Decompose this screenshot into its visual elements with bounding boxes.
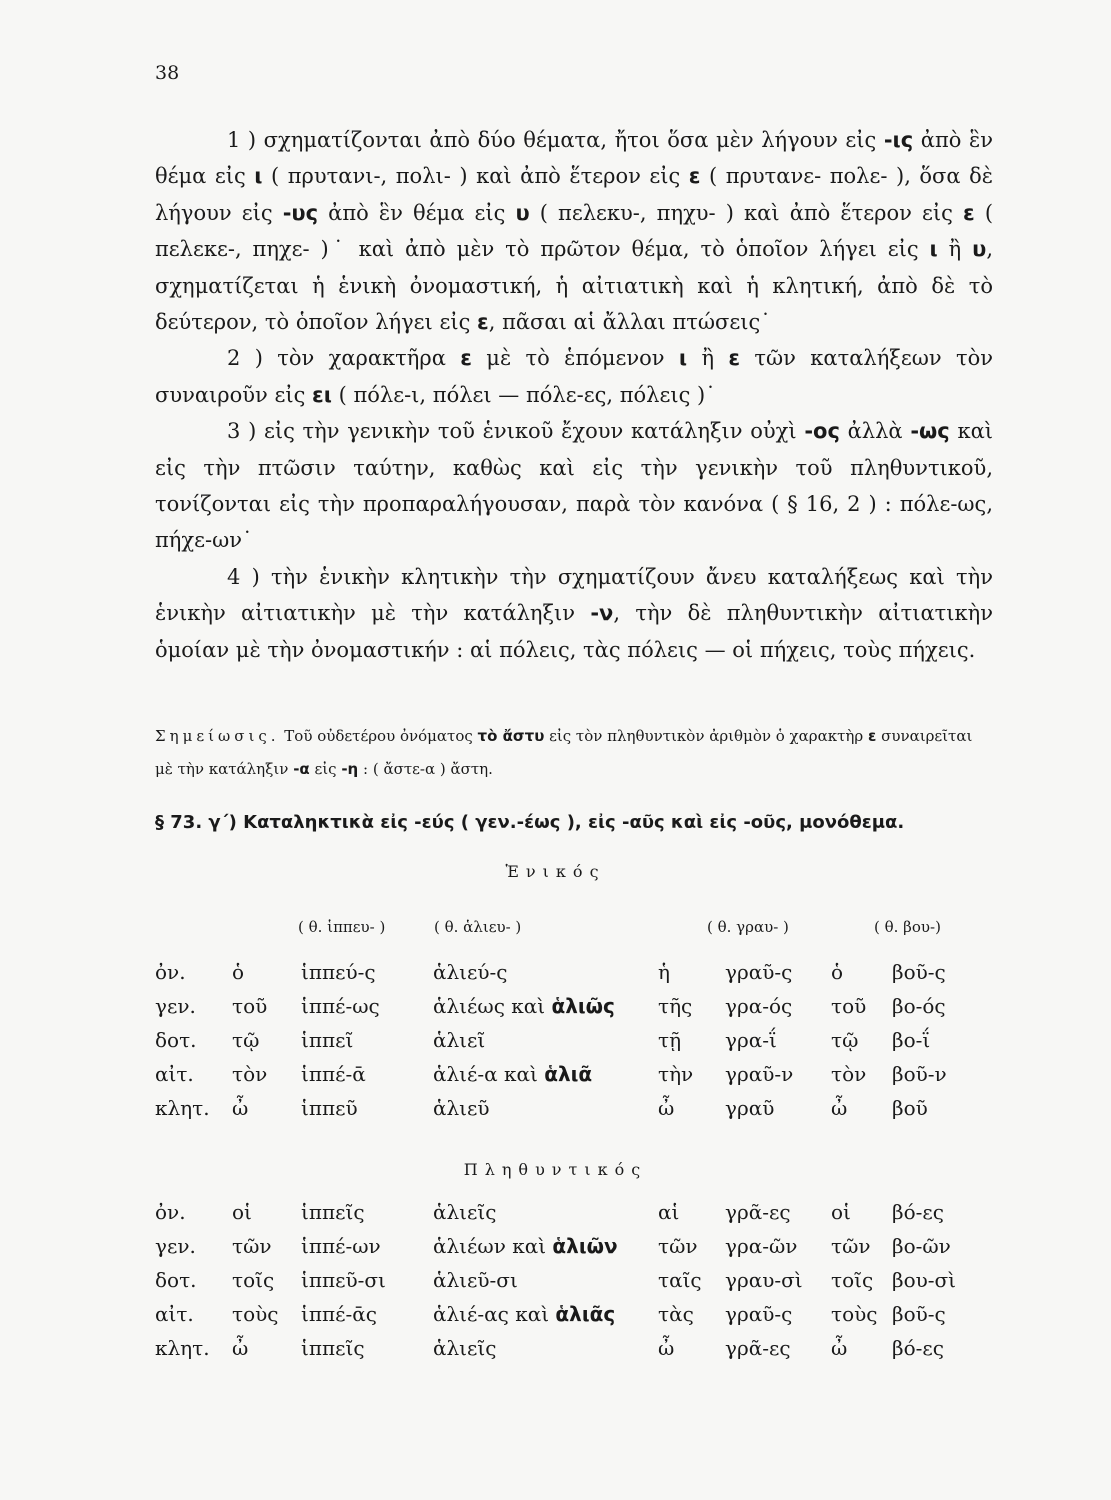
form: ἱππέ-ως <box>301 994 380 1018</box>
form: ἁλιεύ-ς <box>433 960 508 984</box>
section-heading: § 73. γ΄) Καταληκτικὰ εἰς -εύς ( γεν.-έως ), εἰς -αῦς καὶ εἰς -οῦς, μονόθεμα. <box>155 812 905 833</box>
form: ἱππεῖς <box>301 1200 365 1224</box>
table-row <box>155 1336 1015 1368</box>
form: βο-ΐ <box>892 1028 931 1052</box>
article: ἡ <box>658 960 670 984</box>
article: ὦ <box>831 1336 848 1360</box>
article: τοῖς <box>831 1268 874 1292</box>
article: τὰς <box>658 1302 694 1326</box>
article: τὴν <box>658 1062 694 1086</box>
article: ὦ <box>831 1096 848 1120</box>
form: ἱππέ-ᾱ <box>301 1062 366 1086</box>
table-row <box>155 960 1015 992</box>
rule-4: 4 ) τὴν ἑνικὴν κλητικὴν τὴν σχηματίζουν ἄνευ καταλήξεως καὶ τὴν ἑνικὴν αἰτιατικὴν μὲ τὴν κατάληξιν -ν, τὴν δὲ πληθυντικὴν αἰτιατικὴν ὁμοίαν μὲ τὴν ὀνομαστικήν : αἱ πόλεις, τὰς πόλεις — οἱ πήχεις, τοὺς πήχεις. <box>155 564 993 662</box>
form: ἁλιέ-α καὶ ἁλιᾶ <box>433 1062 593 1086</box>
form: ἱππέ-ᾱς <box>301 1302 377 1326</box>
article: ὦ <box>232 1336 249 1360</box>
form: ἁλιεῖς <box>433 1200 497 1224</box>
stem-label: ( θ. ἱππευ- ) <box>298 918 386 936</box>
form: γραῦ-ν <box>725 1062 794 1086</box>
form: γρα-ΐ <box>725 1028 777 1052</box>
form: βοῦ <box>892 1096 928 1120</box>
form: βό-ες <box>892 1200 944 1224</box>
form: ἁλιέ-ας καὶ ἁλιᾶς <box>433 1302 616 1326</box>
article: οἱ <box>232 1200 252 1224</box>
form: βο-ῶν <box>892 1234 951 1258</box>
case-label: αἰτ. <box>155 1062 194 1086</box>
form: ἱππεῖ <box>301 1028 354 1052</box>
rules-text <box>155 122 993 668</box>
table-row <box>155 1302 1015 1334</box>
form: ἁλιέως καὶ ἁλιῶς <box>433 994 615 1018</box>
article: τῷ <box>232 1028 260 1052</box>
article: τοῦ <box>831 994 867 1018</box>
stem-label: ( θ. γραυ- ) <box>707 918 789 936</box>
case-label: δοτ. <box>155 1028 197 1052</box>
form: γρα-ός <box>725 994 793 1018</box>
article: τοῦ <box>232 994 268 1018</box>
article: τοῖς <box>232 1268 275 1292</box>
form: γραῦ-ς <box>725 960 793 984</box>
form: βοῦ-ς <box>892 960 946 984</box>
article: τῶν <box>232 1234 272 1258</box>
form: βο-ός <box>892 994 946 1018</box>
table-row <box>155 994 1015 1026</box>
form: ἁλιεῦ-σι <box>433 1268 518 1292</box>
article: τοὺς <box>831 1302 878 1326</box>
form: γραῦ-ς <box>725 1302 793 1326</box>
form: ἁλιεῖς <box>433 1336 497 1360</box>
form: γραυ-σὶ <box>725 1268 803 1292</box>
form: ἁλιεῦ <box>433 1096 490 1120</box>
case-label: γεν. <box>155 1234 196 1258</box>
stem-label: ( θ. ἁλιευ- ) <box>434 918 522 936</box>
case-label: κλητ. <box>155 1096 210 1120</box>
form: ἱππεῖς <box>301 1336 365 1360</box>
article: τῶν <box>831 1234 871 1258</box>
form: γραῦ <box>725 1096 775 1120</box>
case-label: δοτ. <box>155 1268 197 1292</box>
form: ἱππεῦ-σι <box>301 1268 386 1292</box>
case-label: αἰτ. <box>155 1302 194 1326</box>
article: ὦ <box>232 1096 249 1120</box>
article: ὁ <box>831 960 844 984</box>
article: αἱ <box>658 1200 680 1224</box>
article: τῷ <box>831 1028 859 1052</box>
article: ὦ <box>658 1096 675 1120</box>
article: ταῖς <box>658 1268 702 1292</box>
form: βοῦ-ν <box>892 1062 947 1086</box>
note: Σημείωσις. Τοῦ οὐδετέρου ὀνόματος τὸ ἄστυ εἰς τὸν πληθυντικὸν ἀριθμὸν ὁ χαρακτὴρ ε συναιρεῖται μὲ τὴν κατάληξιν -α εἰς -η : ( ἄστε-α ) ἄστη. <box>155 727 973 778</box>
form: ἱππεύ-ς <box>301 960 376 984</box>
form: βου-σὶ <box>892 1268 957 1292</box>
rule-1: 1 ) σχηματίζονται ἀπὸ δύο θέματα, ἤτοι ὅσα μὲν λήγουν εἰς -ις ἀπὸ ἓν θέμα εἰς ι ( πρυτανι-, πολι- ) καὶ ἀπὸ ἕτερον εἰς ε ( πρυτανε- πολε- ), ὅσα δὲ λήγουν εἰς -υς ἀπὸ ἓν θέμα εἰς υ ( πελεκυ-, πηχυ- ) καὶ ἀπὸ ἕτερον εἰς ε ( πελεκε-, πηχε- )˙ καὶ ἀπὸ μὲν τὸ πρῶτον θέμα, τὸ ὁποῖον λήγει εἰς ι ἢ υ, σχηματίζεται ἡ ἑνικὴ ὀνομαστική, ἡ αἰτιατικὴ καὶ ἡ κλητική, ἀπὸ δὲ τὸ δεύτερον, τὸ ὁποῖον λήγει εἰς ε, πᾶσαι αἱ ἄλλαι πτώσεις˙ <box>155 128 994 335</box>
article: τὸν <box>232 1062 268 1086</box>
article: ὦ <box>658 1336 675 1360</box>
article: τῆς <box>658 994 693 1018</box>
case-label: γεν. <box>155 994 196 1018</box>
rule-2: 2 ) τὸν χαρακτῆρα ε μὲ τὸ ἑπόμενον ι ἢ ε τῶν καταλήξεων τὸν συναιροῦν εἰς ει ( πόλε-ι, πόλει — πόλε-ες, πόλεις )˙ <box>155 346 993 407</box>
table-row <box>155 1028 1015 1060</box>
form: βοῦ-ς <box>892 1302 946 1326</box>
case-label: ὀν. <box>155 1200 186 1224</box>
form: ἱππεῦ <box>301 1096 358 1120</box>
article: τῇ <box>658 1028 682 1052</box>
table-row <box>155 1200 1015 1232</box>
singular-title: Ἑνικός <box>505 862 606 881</box>
case-label: κλητ. <box>155 1336 210 1360</box>
article: ὁ <box>232 960 245 984</box>
table-row <box>155 1062 1015 1094</box>
form: γρα-ῶν <box>725 1234 798 1258</box>
form: βό-ες <box>892 1336 944 1360</box>
table-row <box>155 1268 1015 1300</box>
form: γρᾶ-ες <box>725 1200 791 1224</box>
article: τὸν <box>831 1062 867 1086</box>
table-row <box>155 1234 1015 1266</box>
form: γρᾶ-ες <box>725 1336 791 1360</box>
rule-3: 3 ) εἰς τὴν γενικὴν τοῦ ἑνικοῦ ἔχουν κατάληξιν οὐχὶ -ος ἀλλὰ -ως καὶ εἰς τὴν πτῶσιν ταύτην, καθὼς καὶ εἰς τὴν γενικὴν τοῦ πληθυντικοῦ, τονίζονται εἰς τὴν προπαραλήγουσαν, παρὰ τὸν κανόνα ( § 16, 2 ) : πόλε-ως, πήχε-ων˙ <box>155 419 993 553</box>
article: τοὺς <box>232 1302 279 1326</box>
plural-title: Πληθυντικός <box>463 1160 648 1179</box>
page-number: 38 <box>155 62 180 84</box>
form: ἱππέ-ων <box>301 1234 381 1258</box>
case-label: ὀν. <box>155 960 186 984</box>
table-row <box>155 1096 1015 1128</box>
article: τῶν <box>658 1234 698 1258</box>
form: ἁλιέων καὶ ἁλιῶν <box>433 1234 618 1258</box>
stem-label: ( θ. βου-) <box>874 918 941 936</box>
form: ἁλιεῖ <box>433 1028 486 1052</box>
article: οἱ <box>831 1200 851 1224</box>
